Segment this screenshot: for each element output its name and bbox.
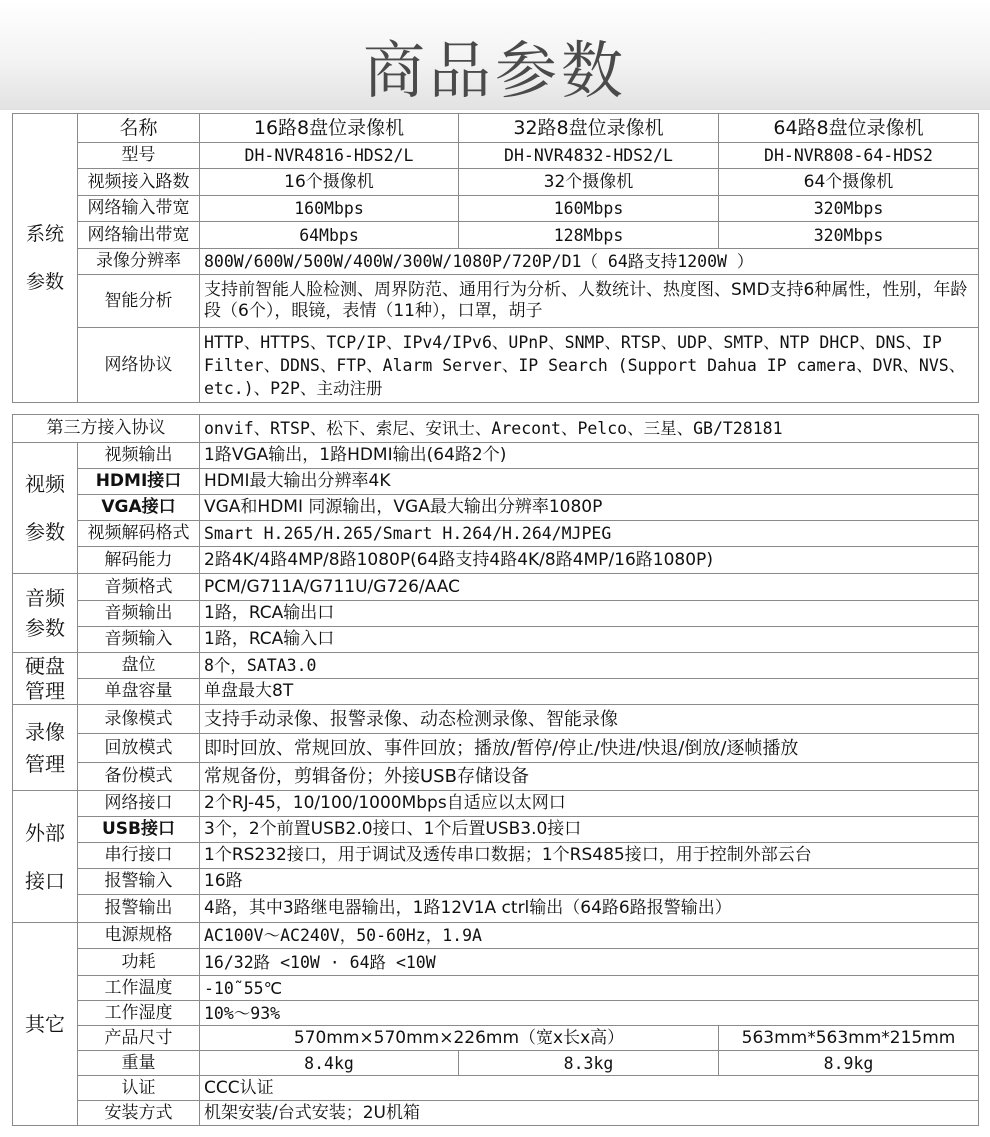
value-cell: 8.4kg	[200, 1051, 459, 1076]
value-cell: PCM/G711A/G711U/G726/AAC	[200, 574, 979, 601]
row-label: 解码能力	[78, 547, 200, 574]
spec-table	[12, 113, 979, 403]
table-row	[13, 763, 979, 791]
row-label: 音频输出	[78, 601, 200, 627]
group-label-disk: 硬盘管理	[13, 653, 78, 705]
table-row	[13, 1076, 979, 1101]
table-row	[13, 869, 979, 895]
row-label: 安装方式	[78, 1101, 200, 1126]
page-title: 商品参数	[362, 34, 627, 107]
row-label: 功耗	[78, 949, 200, 976]
row-label: 认证	[78, 1076, 200, 1101]
value-cell: 8.3kg	[459, 1051, 719, 1076]
value-cell: DH-NVR4832-HDS2/L	[459, 143, 719, 169]
row-label: 备份模式	[78, 763, 200, 791]
row-label: HDMI接口	[78, 469, 200, 495]
table-row	[13, 547, 979, 574]
model-name-cell: 16路8盘位录像机	[200, 114, 459, 143]
value-cell: 320Mbps	[719, 222, 979, 249]
value-cell: 160Mbps	[459, 196, 719, 222]
table-row	[13, 169, 979, 196]
value-cell: 563mm*563mm*215mm	[719, 1026, 979, 1051]
value-cell: 128Mbps	[459, 222, 719, 249]
table-row	[13, 843, 979, 869]
value-cell: 320Mbps	[719, 196, 979, 222]
table-row	[13, 415, 979, 443]
table-row	[13, 1001, 979, 1026]
group-label-record: 录像管理	[13, 705, 78, 791]
value-cell: 机架安装/台式安装；2U机箱	[200, 1101, 979, 1126]
table-row	[13, 923, 979, 949]
group-label-system: 系统参数	[13, 114, 78, 403]
table-row	[13, 601, 979, 627]
table-row	[13, 653, 979, 679]
table-row	[13, 114, 979, 143]
row-label: 音频输入	[78, 627, 200, 653]
row-label: 单盘容量	[78, 679, 200, 705]
value-cell: 4路，其中3路继电器输出，1路12V1A ctrl输出（64路6路报警输出）	[200, 895, 979, 923]
table-row	[13, 196, 979, 222]
model-name-cell: 32路8盘位录像机	[459, 114, 719, 143]
row-label: USB接口	[78, 817, 200, 843]
group-label-ports: 外部接口	[13, 791, 78, 923]
table-row	[13, 627, 979, 653]
value-cell: 3个，2个前置USB2.0接口、1个后置USB3.0接口	[200, 817, 979, 843]
value-cell: 1个RS232接口，用于调试及透传串口数据；1个RS485接口，用于控制外部云台	[200, 843, 979, 869]
value-cell: 160Mbps	[200, 196, 459, 222]
title-banner	[0, 0, 990, 110]
row-label: 工作湿度	[78, 1001, 200, 1026]
value-cell: 支持手动录像、报警录像、动态检测录像、智能录像	[200, 705, 979, 734]
table-row	[13, 705, 979, 734]
value-cell: 即时回放、常规回放、事件回放；播放/暂停/停止/快进/快退/倒放/逐帧播放	[200, 734, 979, 763]
row-label: 视频输出	[78, 443, 200, 469]
table-row	[13, 249, 979, 275]
table-row	[13, 521, 979, 547]
table-row	[13, 574, 979, 601]
row-label: 名称	[78, 114, 200, 143]
value-cell: 64个摄像机	[719, 169, 979, 196]
value-cell: 16/32路 <10W · 64路 <10W	[200, 949, 979, 976]
spec-table-lower	[12, 414, 979, 1126]
row-label: 盘位	[78, 653, 200, 679]
table-row	[13, 734, 979, 763]
value-cell: 1路VGA输出，1路HDMI输出(64路2个)	[200, 443, 979, 469]
table-row	[13, 679, 979, 705]
table-row	[13, 443, 979, 469]
row-label: 电源规格	[78, 923, 200, 949]
value-cell: 1路，RCA输入口	[200, 627, 979, 653]
value-cell: 单盘最大8T	[200, 679, 979, 705]
value-cell: DH-NVR808-64-HDS2	[719, 143, 979, 169]
value-cell: 8.9kg	[719, 1051, 979, 1076]
row-label: 视频接入路数	[78, 169, 200, 196]
row-label: VGA接口	[78, 495, 200, 521]
value-cell: 64Mbps	[200, 222, 459, 249]
table-row	[13, 949, 979, 976]
value-cell: 10%～93%	[200, 1001, 979, 1026]
value-cell: 2个RJ-45，10/100/1000Mbps自适应以太网口	[200, 791, 979, 817]
value-cell: Smart H.265/H.265/Smart H.264/H.264/MJPEG	[200, 521, 979, 547]
value-cell: 800W/600W/500W/400W/300W/1080P/720P/D1（ 64路支持1200W ）	[200, 249, 979, 275]
table-row	[13, 275, 979, 328]
row-label: 第三方接入协议	[13, 415, 200, 443]
group-label-audio: 音频参数	[13, 574, 78, 653]
value-cell: 32个摄像机	[459, 169, 719, 196]
value-cell: CCC认证	[200, 1076, 979, 1101]
value-cell: AC100V～AC240V，50-60Hz，1.9A	[200, 923, 979, 949]
table-row	[13, 328, 979, 403]
row-label: 串行接口	[78, 843, 200, 869]
row-label: 录像模式	[78, 705, 200, 734]
table-row	[13, 222, 979, 249]
row-label: 视频解码格式	[78, 521, 200, 547]
row-label: 智能分析	[78, 275, 200, 328]
row-label: 报警输出	[78, 895, 200, 923]
value-cell: 16路	[200, 869, 979, 895]
group-label-video: 视频参数	[13, 443, 78, 574]
row-label: 网络输出带宽	[78, 222, 200, 249]
table-row	[13, 1026, 979, 1051]
table-row	[13, 495, 979, 521]
table-row	[13, 976, 979, 1001]
value-cell: HTTP、HTTPS、TCP/IP、IPv4/IPv6、UPnP、SNMP、RTSP、UDP、SMTP、NTP DHCP、DNS、IP Filter、DDNS、FTP、Alarm Server、IP Search (Support Dahua IP camera、DVR、NVS、etc.)、P2P、主动注册	[200, 328, 979, 403]
row-label: 网络输入带宽	[78, 196, 200, 222]
row-label: 回放模式	[78, 734, 200, 763]
value-cell: HDMI最大输出分辨率4K	[200, 469, 979, 495]
value-cell: 8个，SATA3.0	[200, 653, 979, 679]
row-label: 音频格式	[78, 574, 200, 601]
row-label: 产品尺寸	[78, 1026, 200, 1051]
row-label: 重量	[78, 1051, 200, 1076]
table-row	[13, 1051, 979, 1076]
value-cell: 570mm×570mm×226mm（宽x长x高）	[200, 1026, 719, 1051]
value-cell: VGA和HDMI 同源输出，VGA最大输出分辨率1080P	[200, 495, 979, 521]
table-row	[13, 817, 979, 843]
table-row	[13, 791, 979, 817]
model-name-cell: 64路8盘位录像机	[719, 114, 979, 143]
row-label: 网络接口	[78, 791, 200, 817]
table-row	[13, 1101, 979, 1126]
row-label: 型号	[78, 143, 200, 169]
value-cell: onvif、RTSP、松下、索尼、安讯士、Arecont、Pelco、三星、GB/T28181	[200, 415, 979, 443]
value-cell: 1路，RCA输出口	[200, 601, 979, 627]
value-cell: 支持前智能人脸检测、周界防范、通用行为分析、人数统计、热度图、SMD支持6种属性，性别，年龄段（6个），眼镜，表情（11种），口罩，胡子	[200, 275, 979, 328]
group-label-other: 其它	[13, 923, 78, 1126]
value-cell: 16个摄像机	[200, 169, 459, 196]
row-label: 工作温度	[78, 976, 200, 1001]
row-label: 报警输入	[78, 869, 200, 895]
table-row	[13, 895, 979, 923]
table-row	[13, 143, 979, 169]
row-label: 录像分辨率	[78, 249, 200, 275]
value-cell: 2路4K/4路4MP/8路1080P(64路支持4路4K/8路4MP/16路1080P)	[200, 547, 979, 574]
value-cell: -10˜55℃	[200, 976, 979, 1001]
table-row	[13, 469, 979, 495]
value-cell: 常规备份，剪辑备份；外接USB存储设备	[200, 763, 979, 791]
row-label: 网络协议	[78, 328, 200, 403]
value-cell: DH-NVR4816-HDS2/L	[200, 143, 459, 169]
